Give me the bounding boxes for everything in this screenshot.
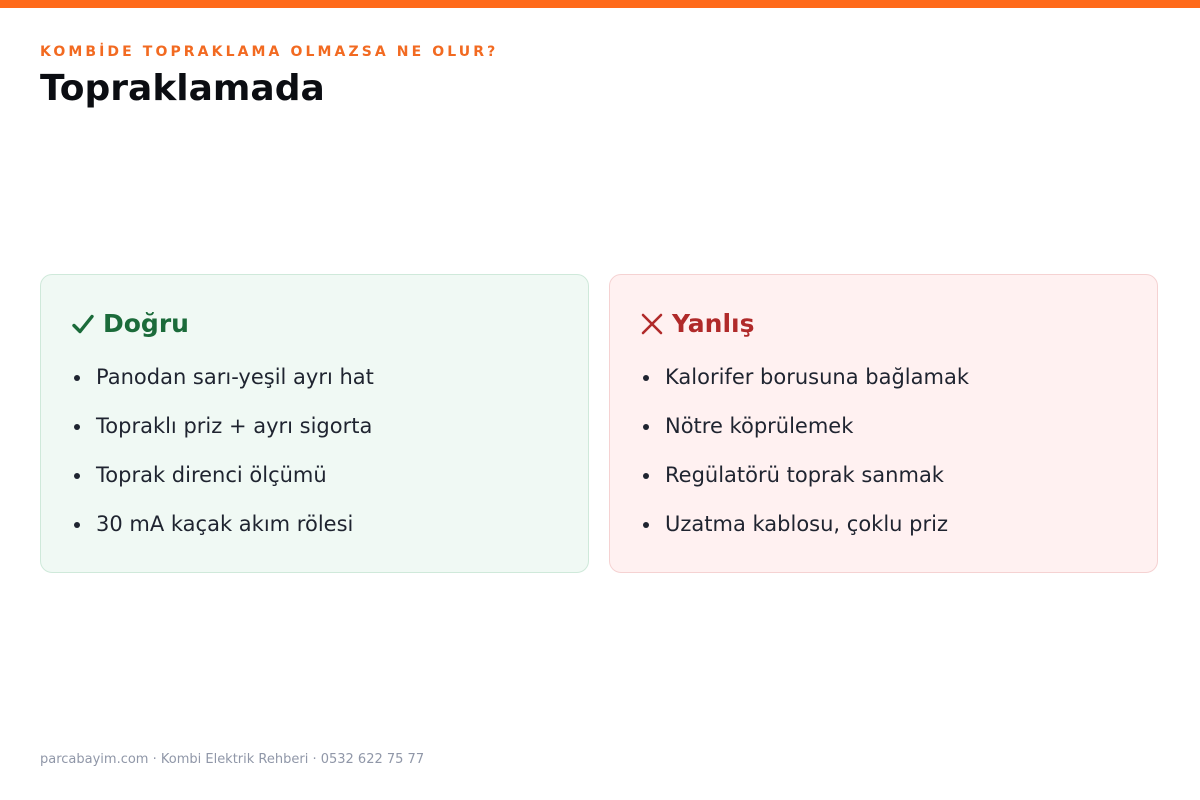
- card-correct-header: [71, 309, 189, 338]
- list-item: Kalorifer borusuna bağlamak: [640, 363, 969, 412]
- list-item: Regülatörü toprak sanmak: [640, 461, 969, 510]
- card-correct-title: Doğru: [103, 309, 189, 338]
- list-item: Panodan sarı-yeşil ayrı hat: [71, 363, 374, 412]
- list-item: Topraklı priz + ayrı sigorta: [71, 412, 374, 461]
- page-title: Topraklamada: [40, 68, 325, 109]
- list-item: Uzatma kablosu, çoklu priz: [640, 510, 969, 559]
- card-wrong-title: Yanlış: [672, 309, 755, 338]
- footer-text: parcabayim.com · Kombi Elektrik Rehberi · 0532 622 75 77: [40, 752, 425, 767]
- check-icon: [71, 312, 95, 336]
- list-item: 30 mA kaçak akım rölesi: [71, 510, 374, 559]
- top-accent-bar: [0, 0, 1200, 8]
- eyebrow-label: KOMBİDE TOPRAKLAMA OLMAZSA NE OLUR?: [40, 44, 499, 60]
- list-item: Toprak direnci ölçümü: [71, 461, 374, 510]
- card-wrong-header: [640, 309, 755, 338]
- cross-icon: [640, 312, 664, 336]
- wrong-list: [640, 363, 969, 559]
- list-item: Nötre köprülemek: [640, 412, 969, 461]
- correct-list: [71, 363, 374, 559]
- card-wrong: [609, 274, 1158, 573]
- card-correct: [40, 274, 589, 573]
